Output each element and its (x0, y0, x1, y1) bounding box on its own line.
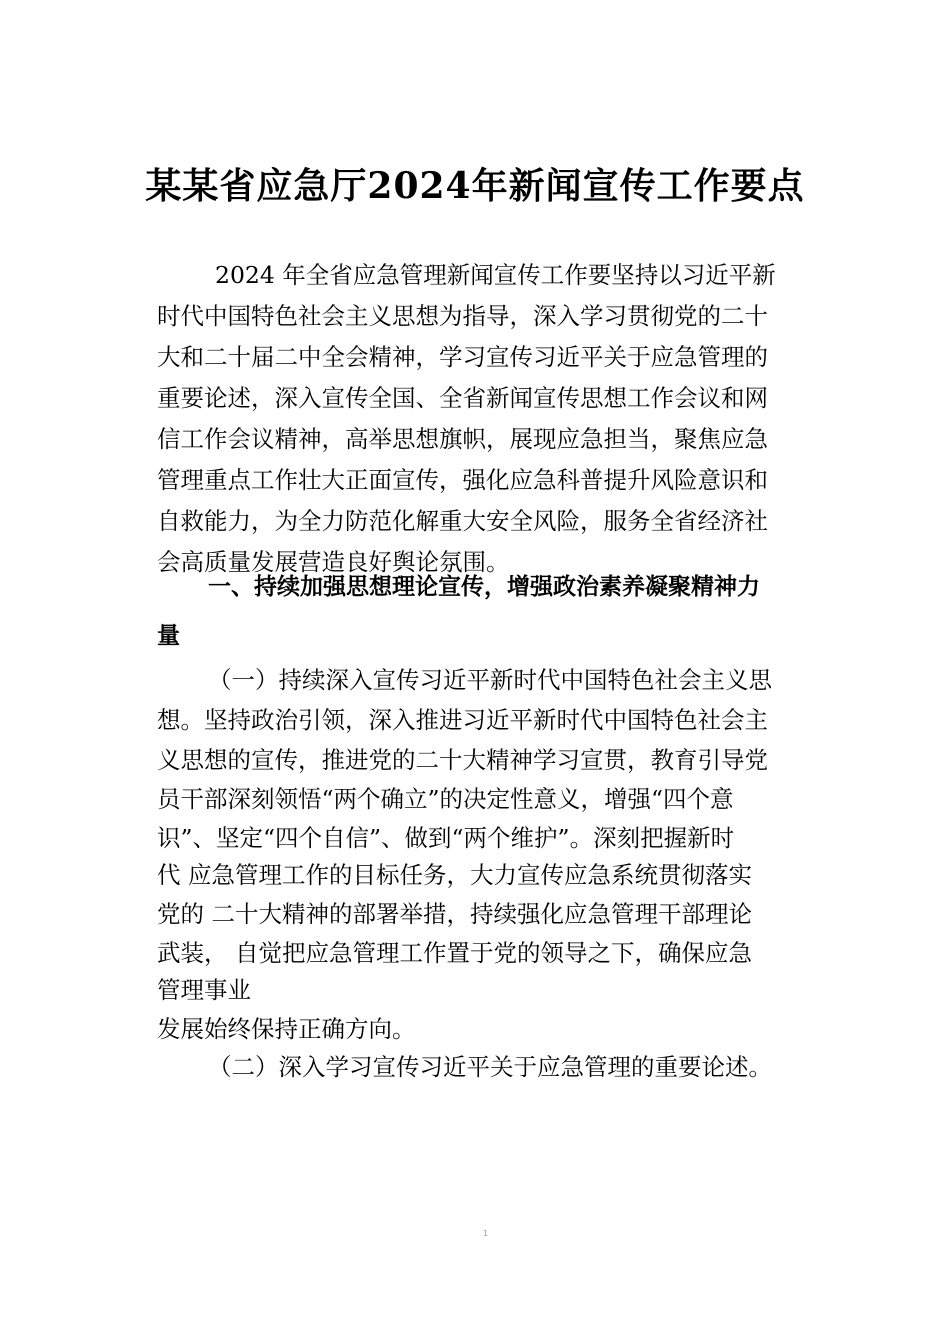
sub1-line-2: 想。坚持政治引领，深入推进习近平新时代中国特色社会主 (157, 706, 768, 734)
sub1-line-3: 义思想的宣传，推进党的二十大精神学习宣贯，教育引导党 (157, 746, 768, 774)
sub1-line-7: 党的 二十大精神的部署举措，持续强化应急管理干部理论 (157, 900, 752, 928)
page-number: 1 (483, 1229, 489, 1238)
sub1-line-10: 发展始终保持正确方向。 (157, 1015, 416, 1043)
intro-line-3: 大和二十届二中全会精神，学习宣传习近平关于应急管理的 (157, 343, 768, 371)
intro-line-7: 自救能力，为全力防范化解重大安全风险，服务全省经济社 (157, 507, 768, 535)
sub1-line-4: 员干部深刻领悟“两个确立”的决定性意义，增强“四个意 (157, 785, 734, 813)
sub1-line-1: （一）持续深入宣传习近平新时代中国特色社会主义思 (208, 666, 772, 694)
sub2-line-1: （二）深入学习宣传习近平关于应急管理的重要论述。 (208, 1053, 772, 1081)
sub1-line-9: 管理事业 (157, 976, 251, 1004)
intro-line-1: 2024 年全省应急管理新闻宣传工作要坚持以习近平新 (215, 261, 776, 289)
sub1-line-6: 代 应急管理工作的目标任务，大力宣传应急系统贯彻落实 (157, 861, 752, 889)
intro-line-2: 时代中国特色社会主义思想为指导，深入学习贯彻党的二十 (157, 302, 768, 330)
intro-line-8: 会高质量发展营造良好舆论氛围。 (157, 548, 510, 576)
sub1-line-8: 武装， 自觉把应急管理工作置于党的领导之下，确保应急 (157, 939, 752, 967)
document-title: 某某省应急厅2024年新闻宣传工作要点 (145, 165, 805, 207)
sub1-line-5: 识”、坚定“四个自信”、做到“两个维护”。深刻把握新时 (157, 824, 735, 852)
intro-line-6: 管理重点工作壮大正面宣传，强化应急科普提升风险意识和 (157, 466, 768, 494)
intro-line-5: 信工作会议精神，高举思想旗帜，展现应急担当，聚焦应急 (157, 425, 768, 453)
section-heading-line-2: 量 (157, 623, 180, 649)
section-heading-line-1: 一、持续加强思想理论宣传，增强政治素养凝聚精神力 (208, 574, 760, 600)
intro-line-4: 重要论述，深入宣传全国、全省新闻宣传思想工作会议和网 (157, 384, 768, 412)
